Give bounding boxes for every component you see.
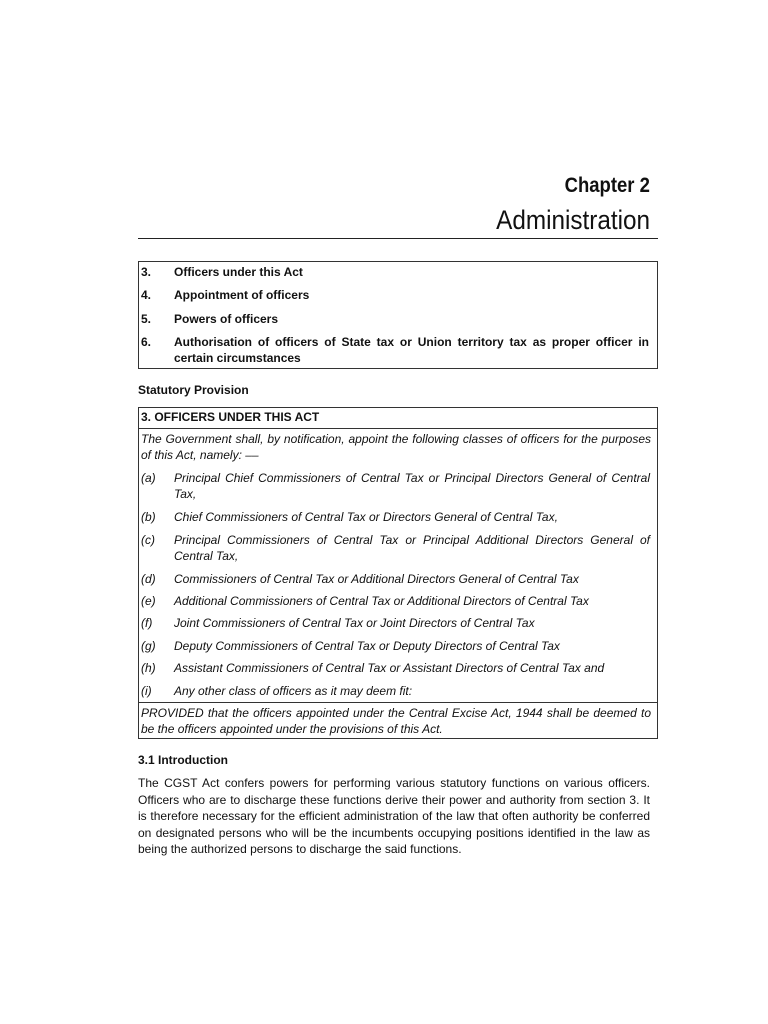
contents-item-text: Authorisation of officers of State tax or Union territory tax as proper officer in certain circumstances (174, 335, 649, 365)
contents-item-text: Officers under this Act (174, 265, 303, 279)
clause-text: Principal Chief Commissioners of Central Tax or Principal Directors General of Central Tax, (174, 471, 650, 501)
provision-proviso: PROVIDED that the officers appointed under the Central Excise Act, 1944 shall be deemed to be the officers appointed under the provisions of this Act. (141, 706, 651, 736)
clause-label: (b) (141, 510, 156, 524)
contents-item-text: Appointment of officers (174, 288, 310, 302)
body-paragraph: The CGST Act confers powers for performing various statutory functions on various officers. Officers who are to discharge these functions derive their power and authority from section 3. It is therefore necessary for the efficient administration of the law that often authority be conferred on designated persons who will be the incumbents occupying positions identified in the law as being the authorized persons to discharge the said functions. (138, 776, 650, 857)
clause-text: Assistant Commissioners of Central Tax or Assistant Directors of Central Tax and (174, 661, 605, 675)
clause-text: Principal Commissioners of Central Tax or Principal Additional Directors General of Central Tax, (174, 533, 650, 563)
clause-label: (f) (141, 616, 153, 630)
contents-item-number: 3. (141, 265, 152, 279)
clause-label: (e) (141, 594, 156, 608)
contents-item-number: 4. (141, 288, 152, 302)
contents-box (138, 261, 658, 369)
provision-box (138, 407, 658, 739)
chapter-title: Administration (496, 205, 650, 235)
clause-label: (h) (141, 661, 156, 675)
clause-text: Deputy Commissioners of Central Tax or Deputy Directors of Central Tax (174, 639, 560, 653)
proviso-divider (139, 702, 657, 703)
chapter-label: Chapter 2 (564, 174, 650, 197)
clause-text: Joint Commissioners of Central Tax or Joint Directors of Central Tax (174, 616, 535, 630)
provision-heading-divider (139, 428, 657, 429)
clause-text: Commissioners of Central Tax or Additional Directors General of Central Tax (174, 572, 579, 586)
title-divider (138, 238, 658, 239)
clause-label: (d) (141, 572, 156, 586)
clause-text: Any other class of officers as it may deem fit: (174, 684, 413, 698)
clause-label: (i) (141, 684, 152, 698)
provision-intro: The Government shall, by notification, appoint the following classes of officers for the purposes of this Act, namely: –– (141, 432, 651, 462)
clause-label: (g) (141, 639, 156, 653)
contents-item-text: Powers of officers (174, 312, 279, 326)
section-heading: 3.1 Introduction (138, 753, 228, 767)
clause-text: Additional Commissioners of Central Tax or Additional Directors of Central Tax (174, 594, 589, 608)
clause-label: (a) (141, 471, 156, 485)
statutory-provision-label: Statutory Provision (138, 383, 249, 397)
clause-label: (c) (141, 533, 155, 547)
provision-heading: 3. OFFICERS UNDER THIS ACT (141, 410, 320, 424)
contents-item-number: 6. (141, 335, 152, 349)
clause-text: Chief Commissioners of Central Tax or Directors General of Central Tax, (174, 510, 558, 524)
contents-item-number: 5. (141, 312, 152, 326)
